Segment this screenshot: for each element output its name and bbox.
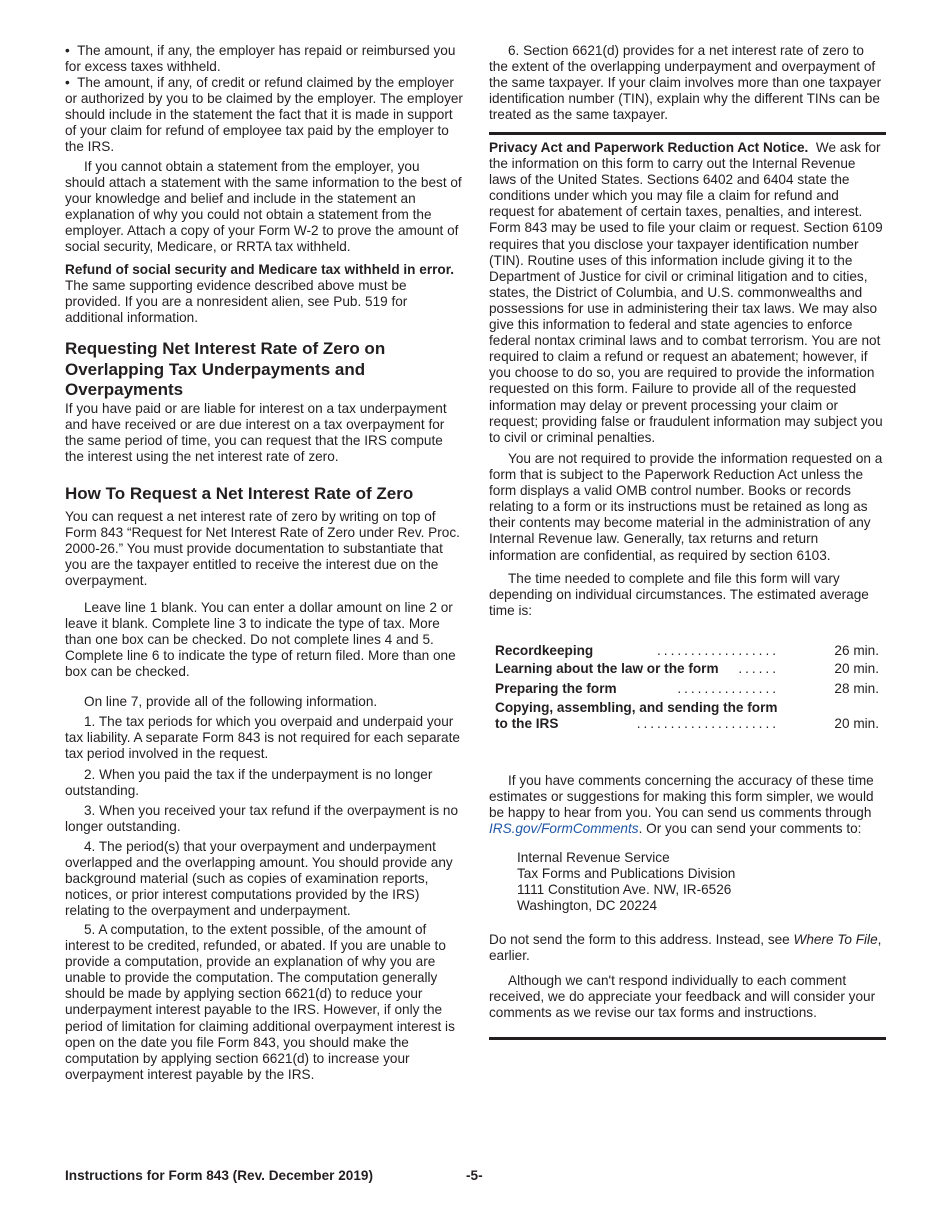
text: Do not send the form to this address. Instead, see [489,932,790,947]
address-line: Washington, DC 20224 [517,898,658,914]
footer-title: Instructions for Form 843 (Rev. December 2019) [65,1168,373,1183]
divider [489,132,886,135]
privacy-heading: Privacy Act and Paperwork Reduction Act Notice. [489,140,809,155]
bullet-text: The amount, if any, of credit or refund claimed by the employer or authorized by you to be claimed by the employer. The employer should include in the statement the fact that it is made in support of your claim for refund of employee tax paid by the employer to the IRS. [65,75,463,155]
bullet-credit: • The amount, if any, of credit or refund claimed by the employer or authorized by you to be claimed by the employer. The employer should include in the statement the fact that it is made in support of your claim for refund of employee tax paid by the employer to the IRS. [65,75,463,155]
table-row [495,716,879,732]
leave-line-paragraph: Leave line 1 blank. You can enter a dollar amount on line 2 or leave it blank. Complete line 3 to indicate the type of tax. More than one box can be checked. Do not complete lines 4 and 5. Complete line 6 to indicate the type of return filed. More than one box can be checked. [65,600,456,680]
refund-heading: Refund of social security and Medicare tax withheld in error. [65,262,455,277]
address-line: 1111 Constitution Ave. NW, IR-6526 [517,882,732,898]
leader-dots: .................. [657,643,779,658]
comments-text: If you have comments concerning the accuracy of these time estimates or suggestions for making this form simpler, we would be happy to hear from you. You can send us comments through [489,773,874,821]
row-label: Learning about the law or the form [495,661,719,676]
form-comments-link[interactable]: IRS.gov/FormComments [489,821,639,837]
address-line: Internal Revenue Service [517,850,670,865]
list-item-6: 6. Section 6621(d) provides for a net interest rate of zero to the extent of the overlapping underpayment and overpayment of the same taxpayer. If your claim involves more than one taxpayer identification number (TIN), explain why the different TINs can be treated as the same taxpayer. [489,43,882,123]
list-item-5: 5. A computation, to the extent possible, of the amount of interest to be credited, refunded, or abated. If you are unable to provide a computation, provide an explanation of why you are unable to provide the computation. The computation generally should be made by applying section 6621(d) to reduce your underpayment interest payable to the IRS. However, if only the period of limitation for claiming additional overpayment interest is open on the date you file Form 843, you should make the computation by applying section 6621(d) to increase your overpayment interest payable by the IRS. [65,922,455,1082]
text: , earlier. [489,932,882,964]
comments-paragraph [489,773,886,837]
table-row [495,681,879,697]
row-value: 20 min. [834,716,879,731]
page-number: -5- [466,1168,483,1183]
bullet-text: The amount, if any, the employer has repaid or reimbursed you for excess taxes withheld. [65,43,456,75]
net-interest-paragraph: If you have paid or are liable for interest on a tax underpayment and have received or are due interest on a tax overpayment for the same period of time, you can request that the IRS compute the interest using the net interest rate of zero. [65,401,447,465]
list-item-2: 2. When you paid the tax if the underpayment is no longer outstanding. [65,767,433,799]
table-row [495,700,879,716]
privacy-paragraph [489,140,886,446]
row-value: 20 min. [834,661,879,676]
leader-dots: ...... [738,661,779,676]
do-not-send-paragraph [489,932,886,964]
row-value: 26 min. [834,643,879,658]
where-to-file-ref: Where To File [793,932,878,947]
although-paragraph: Although we can't respond individually to each comment received, we do appreciate your feedback and will consider your comments as we revise our tax forms and instructions. [489,973,876,1021]
list-item-4: 4. The period(s) that your overpayment and underpayment overlapped and the overlapping amount. You should provide any background material (such as copies of examination reports, notices, or prior interest computations provided by the IRS) relating to the overpayment and underpayment. [65,839,453,919]
how-to-paragraph: You can request a net interest rate of zero by writing on top of Form 843 “Request for Net Interest Rate of Zero under Rev. Proc. 2000-26.” You must provide documentation to substantiate that you are the taxpayer entitled to receive the interest due on the overpayment. [65,509,460,589]
section-heading-net-interest: Requesting Net Interest Rate of Zero on Overlapping Tax Underpayments and Overpayments [65,339,386,399]
time-paragraph: The time needed to complete and file this form will vary depending on individual circumstances. The estimated average time is: [489,571,869,619]
mailing-address [517,850,877,914]
section-heading-how-to: How To Request a Net Interest Rate of Zero [65,484,414,503]
address-line: Tax Forms and Publications Division [517,866,736,882]
refund-paragraph [65,262,463,326]
omb-paragraph: You are not required to provide the information requested on a form that is subject to the Paperwork Reduction Act unless the form displays a valid OMB control number. Books or records relating to a form or its instructions must be retained as long as their contents may become material in the administration of any Internal Revenue law. Generally, tax returns and return information are confidential, as required by section 6103. [489,451,883,563]
table-row [495,661,879,677]
comments-text-end: . Or you can send your comments to: [638,821,862,837]
row-label: Recordkeeping [495,643,594,658]
list-item-1: 1. The tax periods for which you overpaid and underpaid your tax liability. A separate Form 843 is not required for each separate tax period involved in the request. [65,714,460,762]
row-value: 28 min. [834,681,879,696]
row-label: to the IRS [495,716,559,731]
list-item-3: 3. When you received your tax refund if the overpayment is no longer outstanding. [65,803,459,835]
row-label: Preparing the form [495,681,617,696]
privacy-text: We ask for the information on this form to carry out the Internal Revenue laws of the United States. Sections 6402 and 6404 state the conditions under which you may file a claim for refund and request for abatement of certain taxes, penalties, and interest. Form 843 may be used to file your claim or request. Section 6109 requires that you disclose your taxpayer identification number (TIN). Routine uses of this information include giving it to the Department of Justice for civil or criminal litigation and to cities, states, the District of Columbia, and U.S. commonwealths and possessions for use in administering their tax laws. We may also give this information to federal and state agencies to enforce federal nontax criminal laws and to combat terrorism. You are not required to claim a refund or request an abatement; however, if you choose to do so, you are required to provide the information requested on this form. Failure to provide all of the requested information may delay or prevent processing your claim or request; providing false or fraudulent information may subject you to civil or criminal penalties. [489,140,883,445]
leader-dots: ............... [677,681,779,696]
table-row [495,643,879,659]
bullet-repaid: • The amount, if any, the employer has repaid or reimbursed you for excess taxes withheld. [65,43,456,75]
line7-paragraph: On line 7, provide all of the following information. [84,694,378,709]
leader-dots: ..................... [636,716,779,731]
statement-paragraph: If you cannot obtain a statement from the employer, you should attach a statement with the same information to the best of your knowledge and belief and include in the statement an explanation of why you could not obtain a statement from the employer. Attach a copy of your Form W-2 to prove the amount of social security, Medicare, or RRTA tax withheld. [65,159,462,255]
row-label: Copying, assembling, and sending the form [495,700,778,715]
divider [489,1037,886,1040]
refund-text: The same supporting evidence described above must be provided. If you are a nonresident alien, see Pub. 519 for additional information. [65,278,408,326]
